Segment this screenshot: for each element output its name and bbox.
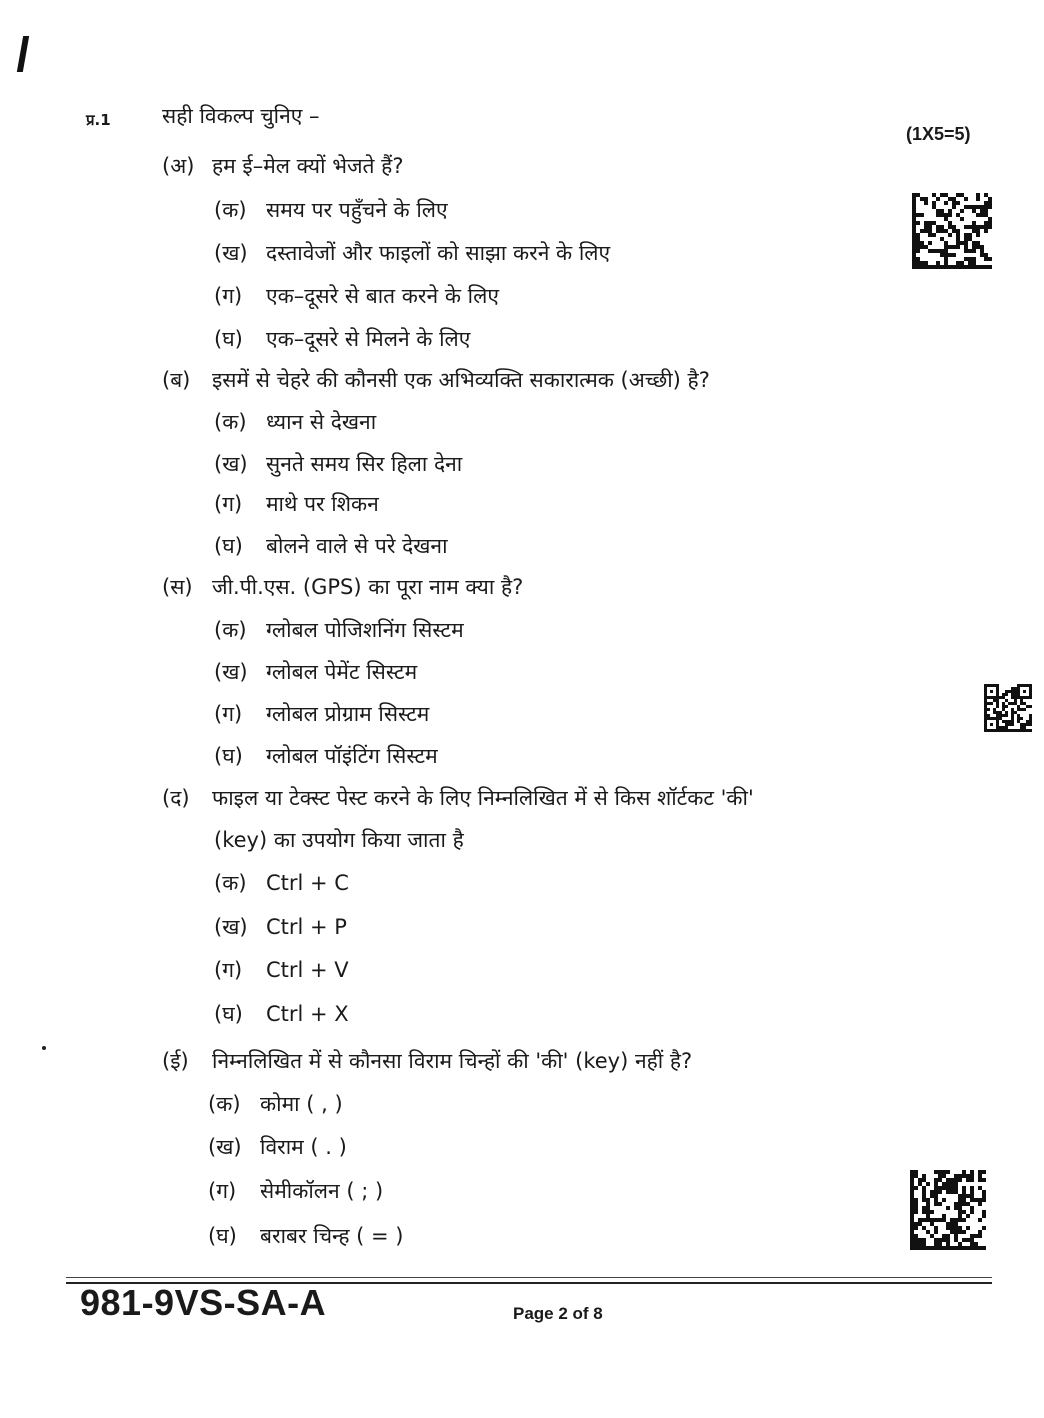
option-d-1 — [214, 869, 349, 897]
option-d-3 — [214, 956, 349, 984]
datamatrix-barcode-bottom — [910, 1170, 988, 1250]
option-label: (घ) — [214, 1002, 243, 1026]
sub-question-label: (अ) — [162, 154, 195, 178]
option-text: बोलने वाले से परे देखना — [266, 534, 448, 558]
option-c-3 — [214, 700, 429, 728]
sub-question-text: फाइल या टेक्स्ट पेस्ट करने के लिए निम्नलिखित में से किस शॉर्टकट 'की' — [212, 786, 754, 810]
option-text: सुनते समय सिर हिला देना — [266, 452, 463, 476]
option-text: Ctrl + X — [266, 1002, 349, 1026]
option-c-4 — [214, 742, 438, 770]
sub-question-text: निम्नलिखित में से कौनसा विराम चिन्हों की 'की' (key) नहीं है? — [212, 1049, 693, 1073]
option-label: (ग) — [208, 1179, 237, 1203]
option-label: (ख) — [214, 241, 248, 265]
option-label: (घ) — [214, 744, 243, 768]
option-text: Ctrl + V — [266, 958, 349, 982]
marks-allotted: (1X5=5) — [906, 124, 971, 144]
sub-question-e — [162, 1047, 692, 1075]
option-label: (घ) — [214, 534, 243, 558]
sub-question-label: (ई) — [162, 1049, 189, 1073]
option-label: (ग) — [214, 492, 243, 516]
option-text: कोमा ( , ) — [260, 1092, 343, 1116]
option-a-2 — [214, 239, 610, 267]
option-text: Ctrl + P — [266, 915, 347, 939]
option-text: माथे पर शिकन — [266, 492, 379, 516]
footer-rule-thin — [66, 1277, 992, 1278]
option-b-4 — [214, 532, 448, 560]
option-label: (घ) — [214, 327, 243, 351]
sub-question-label: (द) — [162, 786, 190, 810]
sub-question-text: हम ई–मेल क्यों भेजते हैं? — [212, 154, 404, 178]
option-c-1 — [214, 616, 464, 644]
option-text: ग्लोबल पोजिशनिंग सिस्टम — [266, 618, 464, 642]
option-label: (ग) — [214, 284, 243, 308]
option-b-3 — [214, 490, 379, 518]
instruction-text: सही विकल्प चुनिए – — [162, 104, 320, 128]
option-label: (ग) — [214, 958, 243, 982]
option-c-2 — [214, 658, 417, 686]
qr-code — [984, 684, 1032, 732]
option-e-4 — [208, 1222, 404, 1250]
option-a-1 — [214, 196, 448, 224]
option-label: (ख) — [214, 452, 248, 476]
page-number: Page 2 of 8 — [513, 1304, 603, 1323]
sub-question-text: इसमें से चेहरे की कौनसी एक अभिव्यक्ति सकारात्मक (अच्छी) है? — [212, 368, 710, 392]
option-a-3 — [214, 282, 499, 310]
option-text: ध्यान से देखना — [266, 410, 377, 434]
option-label: (क) — [208, 1092, 241, 1116]
corner-mark — [17, 36, 29, 72]
sub-question-a — [162, 152, 403, 180]
option-text: ग्लोबल पॉइंटिंग सिस्टम — [266, 744, 438, 768]
option-label: (ग) — [214, 702, 243, 726]
option-text: सेमीकॉलन ( ; ) — [260, 1179, 384, 1203]
option-label: (क) — [214, 410, 247, 434]
option-e-1 — [208, 1090, 343, 1118]
sub-question-b — [162, 366, 710, 394]
barcode-image — [910, 1170, 988, 1250]
option-text: ग्लोबल पेमेंट सिस्टम — [266, 660, 418, 684]
sub-question-label: (स) — [162, 575, 193, 599]
datamatrix-barcode-top — [912, 193, 992, 269]
option-text: दस्तावेजों और फाइलों को साझा करने के लिए — [266, 241, 611, 265]
option-text: विराम ( . ) — [260, 1135, 347, 1159]
option-b-2 — [214, 450, 462, 478]
option-label: (ख) — [214, 915, 248, 939]
option-d-4 — [214, 1000, 349, 1028]
option-text: ग्लोबल प्रोग्राम सिस्टम — [266, 702, 430, 726]
stray-dot — [42, 1046, 46, 1050]
option-label: (क) — [214, 618, 247, 642]
option-label: (क) — [214, 871, 247, 895]
paper-code: 981-9VS-SA-A — [80, 1282, 327, 1323]
barcode-image — [912, 193, 992, 269]
sub-question-label: (ब) — [162, 368, 191, 392]
option-text: समय पर पहुँचने के लिए — [266, 198, 448, 222]
option-label: (ख) — [208, 1135, 242, 1159]
option-label: (क) — [214, 198, 247, 222]
option-b-1 — [214, 408, 376, 436]
option-d-2 — [214, 913, 347, 941]
sub-question-d — [162, 784, 754, 812]
option-text: Ctrl + C — [266, 871, 349, 895]
qr-image — [984, 684, 1032, 732]
sub-question-text: जी.पी.एस. (GPS) का पूरा नाम क्या है? — [212, 575, 524, 599]
option-text: एक–दूसरे से मिलने के लिए — [266, 327, 471, 351]
option-text: एक–दूसरे से बात करने के लिए — [266, 284, 499, 308]
option-label: (ख) — [214, 660, 248, 684]
option-e-3 — [208, 1177, 383, 1205]
option-text: बराबर चिन्ह ( = ) — [260, 1224, 404, 1248]
option-e-2 — [208, 1133, 347, 1161]
question-number: प्र.1 — [86, 111, 111, 129]
option-a-4 — [214, 325, 470, 353]
sub-question-c — [162, 573, 523, 601]
sub-question-d-continued: (key) का उपयोग किया जाता है — [214, 828, 464, 852]
option-label: (घ) — [208, 1224, 237, 1248]
